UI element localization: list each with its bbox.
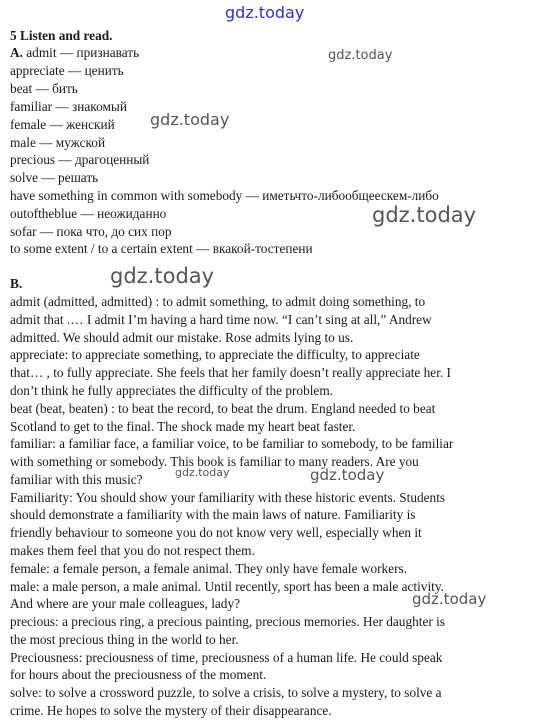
text-line: Scotland to get to the final. The shock made my heart beat faster. <box>10 419 356 434</box>
section-a-label: A. <box>10 45 23 60</box>
text-line: with something or somebody. This book is familiar to many readers. Are you <box>10 454 419 469</box>
text-line: precious: a precious ring, a precious painting, precious memories. Her daughter is <box>10 614 445 629</box>
vocab-entry: familiar — знакомый <box>10 99 127 114</box>
text-line: makes them feel that you do not respect them. <box>10 543 255 558</box>
vocab-entry: admit — признавать <box>26 45 140 60</box>
vocab-entry: have something in common with somebody — иметьчто-либообщеескем-либо <box>10 188 439 203</box>
vocab-entry: outoftheblue — неожиданно <box>10 206 167 221</box>
vocab-entry: sofar — пока что, до сих пор <box>10 224 172 239</box>
vocab-entry: solve — решать <box>10 170 99 185</box>
text-line: familiar with this music? <box>10 472 143 487</box>
watermark: gdz.today <box>110 264 215 288</box>
text-line: Preciousness: preciousness of time, preciousness of a human life. He could speak <box>10 650 443 665</box>
text-line: familiar: a familiar face, a familiar voice, to be familiar to somebody, to be familiar <box>10 436 454 451</box>
text-line: And where are your male colleagues, lady? <box>10 596 241 611</box>
text-line: Familiarity: You should show your familiarity with these historic events. Students <box>10 490 446 505</box>
text-line: male: a male person, a male animal. Until recently, sport has been a male activity. <box>10 579 444 594</box>
section-a-first-entry <box>10 44 139 61</box>
vocab-entry: beat — бить <box>10 81 78 96</box>
watermark: gdz.today <box>328 48 393 63</box>
vocab-entry: female — женский <box>10 117 115 132</box>
text-line: crime. He hopes to solve the mystery of their disappearance. <box>10 703 332 718</box>
vocab-entry: to some extent / to a certain extent — вкакой-тостепени <box>10 241 313 256</box>
text-line: that… , to fully appreciate. She feels that her family doesn’t really appreciate her. I <box>10 365 451 380</box>
watermark: gdz.today <box>310 466 385 484</box>
watermark: gdz.today <box>412 590 487 608</box>
watermark: gdz.today <box>225 3 305 22</box>
text-line: beat (beat, beaten) : to beat the record, to beat the drum. England needed to beat <box>10 401 436 416</box>
text-line: admitted. We should admit our mistake. Rose admits lying to us. <box>10 330 354 345</box>
watermark: gdz.today <box>150 110 230 129</box>
vocab-entry: precious — драгоценный <box>10 152 150 167</box>
text-line: should demonstrate a familiarity with the main laws of nature. Familiarity is <box>10 507 416 522</box>
watermark: gdz.today <box>175 466 230 479</box>
text-line: for hours about the preciousness of the moment. <box>10 667 267 682</box>
text-line: admit (admitted, admitted) : to admit something, to admit doing something, to <box>10 294 426 309</box>
text-line: female: a female person, a female animal. They only have female workers. <box>10 561 408 576</box>
vocab-entry: male — мужской <box>10 135 106 150</box>
section-b-label: B. <box>10 276 23 291</box>
vocab-entry: appreciate — ценить <box>10 63 124 78</box>
text-line: friendly behaviour to someone you do not know very well, especially when it <box>10 525 422 540</box>
text-line: solve: to solve a crossword puzzle, to solve a crisis, to solve a mystery, to solve a <box>10 685 442 700</box>
text-line: admit that .… I admit I’m having a hard time now. “I can’t sing at all,” Andrew <box>10 312 432 327</box>
text-line: the most precious thing in the world to her. <box>10 632 239 647</box>
text-line: don’t think he fully appreciates the difficulty of the problem. <box>10 383 333 398</box>
watermark: gdz.today <box>372 203 477 227</box>
text-line: appreciate: to appreciate something, to appreciate the difficulty, to appreciate <box>10 347 420 362</box>
exercise-heading: 5 Listen and read. <box>10 28 113 43</box>
